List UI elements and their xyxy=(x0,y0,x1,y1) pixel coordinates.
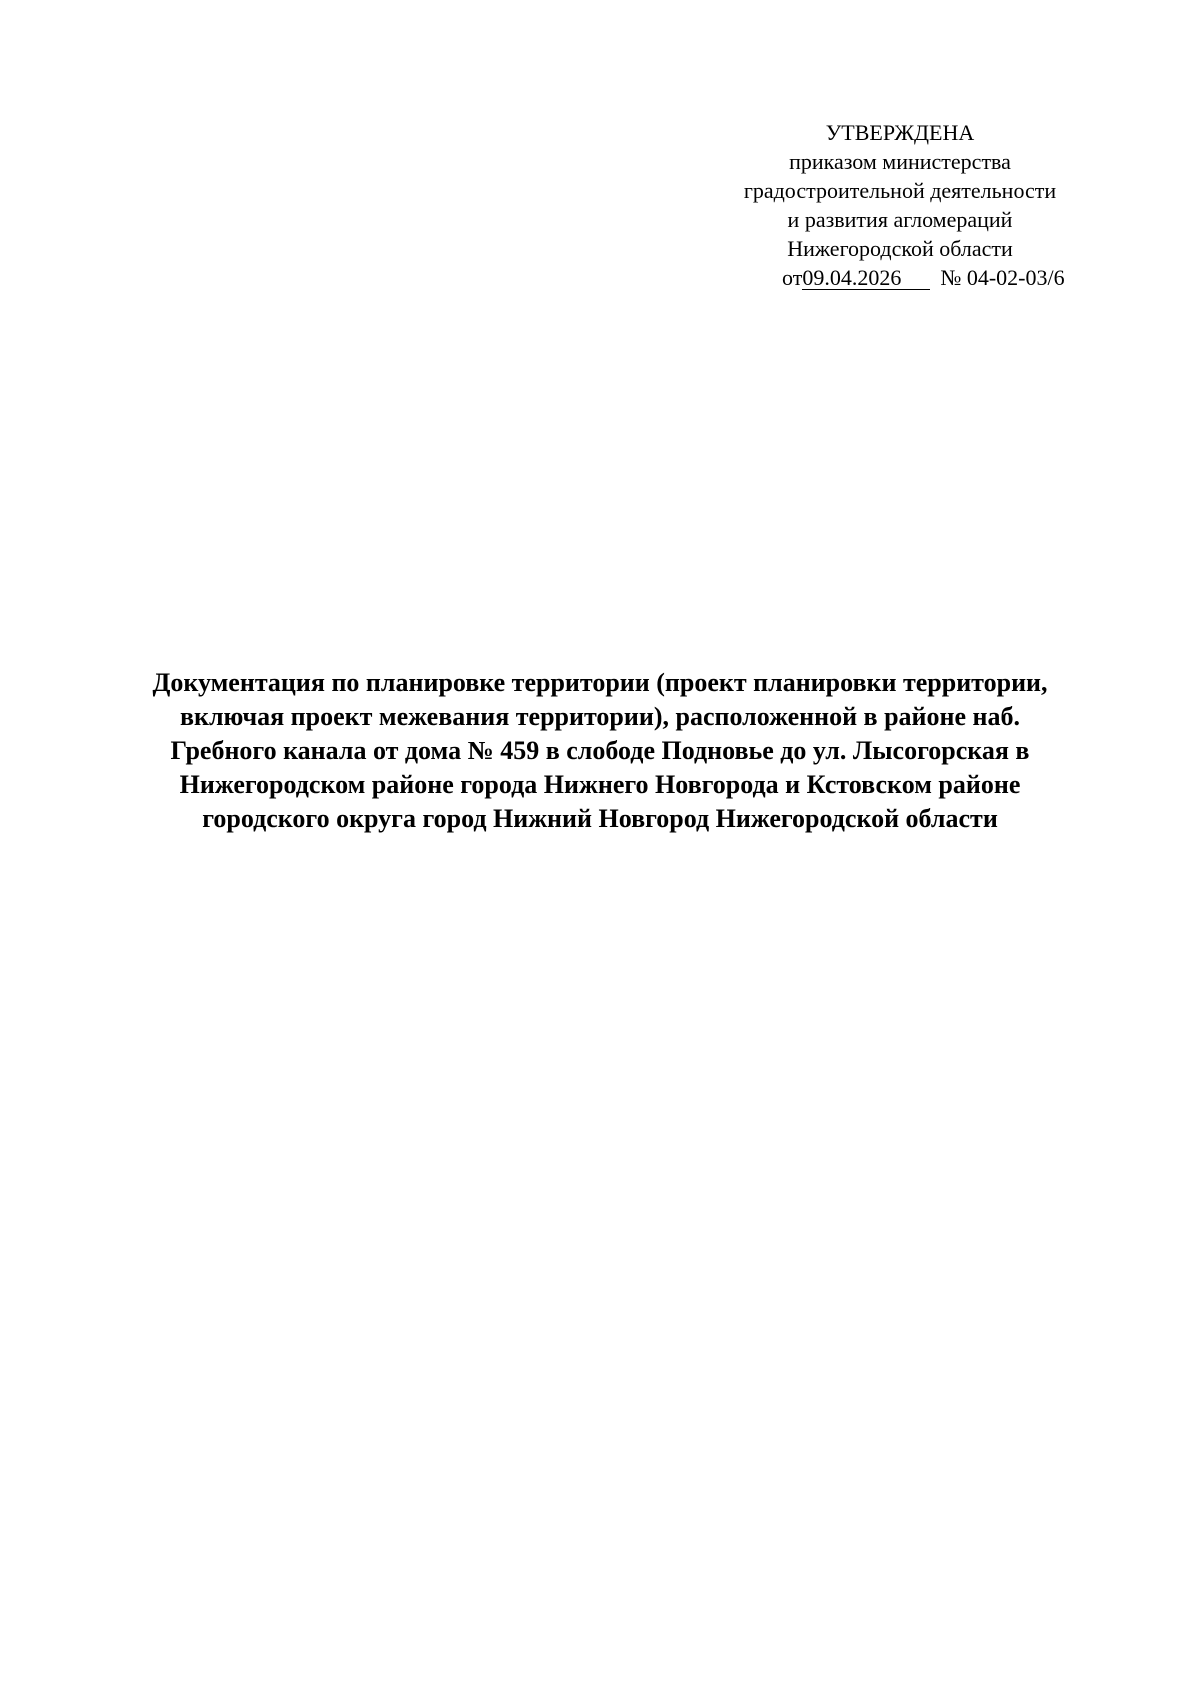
order-number: № 04-02-03/6 xyxy=(940,265,1065,290)
approval-line-2: градостроительной деятельности xyxy=(743,178,1057,203)
approval-stamp-block xyxy=(700,118,1100,292)
order-reference xyxy=(700,263,1100,292)
order-date: 09.04.2026 xyxy=(802,267,930,290)
title-line-5: городского округа город Нижний Новгород Нижегородской области xyxy=(202,804,998,833)
title-line-2: включая проект межевания территории), расположенной в районе наб. xyxy=(179,702,1021,731)
title-line-4: Нижегородском районе города Нижнего Новгорода и Кстовском районе xyxy=(179,770,1021,799)
approval-line-4: Нижегородской области xyxy=(787,236,1013,261)
order-from-label: от xyxy=(782,265,803,290)
approval-line-3: и развития агломераций xyxy=(787,207,1013,232)
approval-line-1: приказом министерства xyxy=(789,149,1011,174)
title-line-3: Гребного канала от дома № 459 в слободе Подновье до ул. Лысогорская в xyxy=(170,736,1030,765)
approval-heading: УТВЕРЖДЕНА xyxy=(825,120,975,145)
title-line-1: Документация по планировке территории (проект планировки территории, xyxy=(152,668,1048,697)
document-title xyxy=(80,666,1120,836)
